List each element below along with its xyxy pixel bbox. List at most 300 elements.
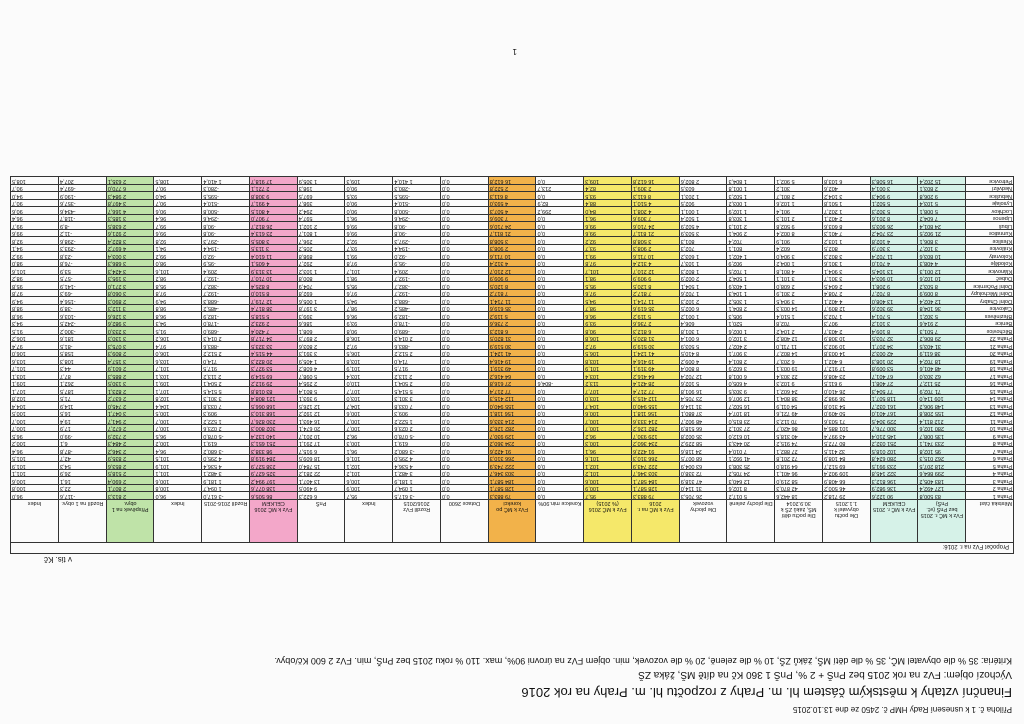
value-cell: 0,0 bbox=[441, 290, 489, 298]
value-cell: 3 271,0 bbox=[106, 282, 154, 290]
value-cell: 801,1 bbox=[727, 245, 775, 253]
value-cell: 95,5 bbox=[584, 282, 632, 290]
value-cell: 93,9 bbox=[584, 320, 632, 328]
value-cell: 97,4 bbox=[11, 342, 59, 350]
value-cell: 98,7 bbox=[584, 305, 632, 313]
value-cell: 2 897,3 bbox=[297, 335, 345, 343]
value-cell: 251 651,3 bbox=[250, 440, 298, 448]
value-cell: 3 907,1 bbox=[727, 350, 775, 358]
column-header: Rozdíl 2016-2015 bbox=[202, 500, 250, 543]
value-cell: 2 522,8 bbox=[488, 185, 536, 193]
value-cell: 36 104,8 bbox=[918, 305, 966, 313]
table-row bbox=[11, 492, 1014, 500]
value-cell: 5 119,2 bbox=[632, 312, 680, 320]
value-cell: -294,6 bbox=[202, 215, 250, 223]
value-cell: -81,5 bbox=[59, 342, 107, 350]
value-cell: 80 772,5 bbox=[823, 440, 871, 448]
table-row bbox=[11, 237, 1014, 245]
value-cell: 106,8 bbox=[584, 335, 632, 343]
value-cell: 2 104,2 bbox=[775, 327, 823, 335]
value-cell: 20 674,1 bbox=[297, 425, 345, 433]
value-cell: 3 904,0 bbox=[775, 252, 823, 260]
district-name-cell: Praha 18 bbox=[966, 365, 1014, 373]
value-cell: 0,0 bbox=[536, 305, 584, 313]
district-name-cell: Lysolaje bbox=[966, 200, 1014, 208]
value-cell: 0,0 bbox=[536, 320, 584, 328]
value-cell: 3 075,3 bbox=[106, 342, 154, 350]
value-cell: 104,4 bbox=[154, 402, 202, 410]
value-cell: 7 817,2 bbox=[488, 290, 536, 298]
value-cell: 4 102,8 bbox=[870, 237, 918, 245]
value-cell: 97,4 bbox=[154, 342, 202, 350]
value-cell: 90,7 bbox=[154, 200, 202, 208]
value-cell: 2 023,6 bbox=[393, 425, 441, 433]
value-cell: 88,4 bbox=[584, 200, 632, 208]
value-cell: 4 166,7 bbox=[106, 207, 154, 215]
value-cell: 8 009,9 bbox=[918, 290, 966, 298]
value-cell: 0,0 bbox=[441, 455, 489, 463]
value-cell: 103,0 bbox=[584, 395, 632, 403]
value-cell: 4 536,4 bbox=[393, 462, 441, 470]
value-cell: 0,0 bbox=[536, 477, 584, 485]
value-cell: 905,3 bbox=[727, 312, 775, 320]
value-cell: 2 512,2 bbox=[393, 350, 441, 358]
value-cell: 2 512,2 bbox=[202, 350, 250, 358]
value-cell: 11 711,0 bbox=[775, 342, 823, 350]
value-cell: 2 346,2 bbox=[106, 447, 154, 455]
value-cell: 2 608,0 bbox=[775, 282, 823, 290]
value-cell: 100,2 bbox=[11, 440, 59, 448]
value-cell: 38 804,1 bbox=[775, 395, 823, 403]
value-cell: 6 812,3 bbox=[632, 327, 680, 335]
value-cell: 292,7 bbox=[297, 260, 345, 268]
column-header: PnŠ bbox=[297, 500, 345, 543]
value-cell: 302 800,3 bbox=[250, 425, 298, 433]
value-cell: -192,7 bbox=[393, 275, 441, 283]
value-cell: 3 102,0 bbox=[727, 335, 775, 343]
value-cell: 35 619,6 bbox=[632, 305, 680, 313]
value-cell: 84,0 bbox=[584, 207, 632, 215]
value-cell: -883,6 bbox=[393, 342, 441, 350]
value-cell: 12 001,3 bbox=[918, 267, 966, 275]
value-cell: 714,0 bbox=[202, 357, 250, 365]
value-cell: 24 602,1 bbox=[775, 387, 823, 395]
value-cell: 24 705,2 bbox=[727, 470, 775, 478]
value-cell: 7 309,6 bbox=[488, 215, 536, 223]
value-cell: 93,9 bbox=[345, 320, 393, 328]
value-cell: 96,4 bbox=[154, 215, 202, 223]
value-cell: 3 060,8 bbox=[106, 290, 154, 298]
value-cell: 8 702,7 bbox=[870, 290, 918, 298]
value-cell: 909,3 bbox=[202, 410, 250, 418]
value-cell: 8 611,3 bbox=[488, 192, 536, 200]
value-cell: 99,7 bbox=[154, 222, 202, 230]
value-cell: 99,2 bbox=[154, 252, 202, 260]
page-title: Finanční vztahy k městským částem hl. m. Prahy z rozpočtu hl. m. Prahy na rok 2016 bbox=[521, 685, 1012, 700]
table-row bbox=[11, 192, 1014, 200]
value-cell: 93,5 bbox=[345, 192, 393, 200]
value-cell: 7 907,0 bbox=[250, 215, 298, 223]
value-cell: 101,2 bbox=[345, 470, 393, 478]
value-cell: 71,5 bbox=[59, 395, 107, 403]
value-cell: 15 202,4 bbox=[918, 177, 966, 185]
value-cell: 3 602,9 bbox=[727, 365, 775, 373]
value-cell: 103,6 bbox=[11, 357, 59, 365]
value-cell: 11 702,4 bbox=[870, 252, 918, 260]
value-cell: 91,5 bbox=[154, 327, 202, 335]
value-cell: 96,4 bbox=[11, 215, 59, 223]
value-cell: 86 420,7 bbox=[775, 425, 823, 433]
table-body bbox=[11, 177, 1014, 500]
value-cell: 96,5 bbox=[154, 432, 202, 440]
value-cell: 42,7 bbox=[59, 455, 107, 463]
value-cell: -293,3 bbox=[59, 245, 107, 253]
value-cell: 104,7 bbox=[345, 402, 393, 410]
value-cell: 11 714,1 bbox=[632, 297, 680, 305]
value-cell: 325 627,9 bbox=[250, 470, 298, 478]
value-cell: 0,0 bbox=[441, 245, 489, 253]
value-cell: 99,6 bbox=[154, 230, 202, 238]
value-cell: 103,6 bbox=[154, 357, 202, 365]
value-cell: 41 124,1 bbox=[488, 350, 536, 358]
value-cell: 29 718,2 bbox=[823, 492, 871, 500]
value-cell: 5 302,1 bbox=[918, 312, 966, 320]
value-cell: 97,8 bbox=[11, 290, 59, 298]
value-cell: -689,0 bbox=[202, 327, 250, 335]
value-cell: 1 501,8 bbox=[823, 200, 871, 208]
value-cell: -280,3 bbox=[202, 185, 250, 193]
value-cell: 398,7 bbox=[297, 200, 345, 208]
value-cell: 24 801,4 bbox=[918, 222, 966, 230]
value-cell: 3 113,5 bbox=[250, 245, 298, 253]
value-cell: 168 066,5 bbox=[250, 402, 298, 410]
value-cell: 64 918,0 bbox=[775, 462, 823, 470]
value-cell: 1 001,2 bbox=[679, 312, 727, 320]
value-cell: 2 908,3 bbox=[632, 245, 680, 253]
value-cell: 4 295,0 bbox=[393, 455, 441, 463]
district-name-cell: Praha 1 bbox=[966, 492, 1014, 500]
value-cell: 7 010,4 bbox=[727, 447, 775, 455]
value-cell: 136 982,9 bbox=[870, 485, 918, 493]
value-cell: 22 303,4 bbox=[775, 372, 823, 380]
value-cell: 2 809,3 bbox=[106, 350, 154, 358]
value-cell: 8 120,5 bbox=[632, 282, 680, 290]
value-cell: -117,6 bbox=[59, 492, 107, 500]
value-cell: 5 801,4 bbox=[297, 387, 345, 395]
column-header: Dotace 2600 bbox=[441, 500, 489, 543]
value-cell: -69,3 bbox=[59, 290, 107, 298]
value-cell: 30 519,9 bbox=[632, 342, 680, 350]
table-row bbox=[11, 432, 1014, 440]
table-row bbox=[11, 410, 1014, 418]
value-cell: 108,3 bbox=[59, 357, 107, 365]
value-cell: 4 402,1 bbox=[823, 297, 871, 305]
value-cell: 0,0 bbox=[441, 215, 489, 223]
table-row bbox=[11, 425, 1014, 433]
value-cell: 6 622,3 bbox=[297, 492, 345, 500]
value-cell: -688,3 bbox=[393, 297, 441, 305]
value-cell: 100,6 bbox=[154, 477, 202, 485]
value-cell: 1 203,1 bbox=[679, 192, 727, 200]
value-cell: 100,7 bbox=[345, 425, 393, 433]
value-cell: 64 416,2 bbox=[488, 372, 536, 380]
value-cell: 0,0 bbox=[441, 485, 489, 493]
value-cell: 16 612,8 bbox=[632, 177, 680, 185]
value-cell: 322 145,8 bbox=[870, 470, 918, 478]
value-cell: -500,8 bbox=[393, 207, 441, 215]
value-cell: 12 907,6 bbox=[727, 395, 775, 403]
value-cell: 112 415,3 bbox=[488, 395, 536, 403]
district-name-cell: Praha 3 bbox=[966, 477, 1014, 485]
value-cell: 128 587,1 bbox=[488, 485, 536, 493]
district-name-cell: Královice bbox=[966, 245, 1014, 253]
value-cell: 100,2 bbox=[154, 440, 202, 448]
value-cell: 106,5 bbox=[584, 350, 632, 358]
value-cell: 167 401,0 bbox=[870, 410, 918, 418]
value-cell: 3 686,3 bbox=[106, 260, 154, 268]
value-cell: 2 732,9 bbox=[106, 432, 154, 440]
table-row bbox=[11, 297, 1014, 305]
district-name-cell: Praha 16 bbox=[966, 380, 1014, 388]
value-cell: 32 411,5 bbox=[823, 447, 871, 455]
value-cell: 187,5 bbox=[59, 387, 107, 395]
value-cell: 97,6 bbox=[584, 290, 632, 298]
district-name-cell: Nedvězí bbox=[966, 185, 1014, 193]
value-cell: 35 619,6 bbox=[488, 305, 536, 313]
value-cell: 96,4 bbox=[11, 447, 59, 455]
value-cell: 801,3 bbox=[679, 237, 727, 245]
value-cell: 109,3 bbox=[584, 177, 632, 185]
value-cell: -87,8 bbox=[59, 447, 107, 455]
value-cell: 97,8 bbox=[154, 290, 202, 298]
table-row bbox=[11, 320, 1014, 328]
district-name-cell: Benice bbox=[966, 320, 1014, 328]
table-row bbox=[11, 185, 1014, 193]
value-cell: 186,6 bbox=[297, 320, 345, 328]
value-cell: 0,0 bbox=[536, 267, 584, 275]
value-cell: 90,0 bbox=[345, 185, 393, 193]
value-cell: 7 033,8 bbox=[202, 402, 250, 410]
value-cell: 1 202,7 bbox=[823, 207, 871, 215]
column-header: Rozdíl na 1 obyv. bbox=[59, 500, 107, 543]
value-cell: 282 126,2 bbox=[632, 425, 680, 433]
value-cell: -510,4 bbox=[202, 200, 250, 208]
district-name-cell: Březiněves bbox=[966, 312, 1014, 320]
district-name-cell: Nebušice bbox=[966, 192, 1014, 200]
value-cell: 90,6 bbox=[154, 207, 202, 215]
value-cell: 4 408,3 bbox=[918, 260, 966, 268]
value-cell: 2 904,1 bbox=[727, 230, 775, 238]
value-cell: 3 508,8 bbox=[488, 237, 536, 245]
value-cell: 94,9 bbox=[154, 297, 202, 305]
value-cell: 233 741,1 bbox=[918, 440, 966, 448]
value-cell: 0,0 bbox=[536, 387, 584, 395]
value-cell: 19,4 bbox=[59, 417, 107, 425]
value-cell: 10 803,6 bbox=[918, 252, 966, 260]
column-header: FVz k MČ 2016 (% 2015) bbox=[584, 500, 632, 543]
value-cell: 0,0 bbox=[441, 312, 489, 320]
value-cell: 800,8 bbox=[297, 275, 345, 283]
value-cell: 96 401,1 bbox=[775, 470, 823, 478]
value-cell: 1 702,3 bbox=[823, 312, 871, 320]
value-cell: 99,6 bbox=[11, 230, 59, 238]
value-cell: 96,0 bbox=[11, 492, 59, 500]
value-cell: 2 637,2 bbox=[106, 395, 154, 403]
value-cell: 5 103,4 bbox=[918, 200, 966, 208]
column-header: Dle počtu dětí MŠ, žáků ZŠ k 30.9.2014 bbox=[775, 500, 823, 543]
value-cell: 64 416,2 bbox=[632, 372, 680, 380]
value-cell: -382,7 bbox=[393, 282, 441, 290]
value-cell: 106,2 bbox=[11, 335, 59, 343]
value-cell: 103,8 bbox=[345, 357, 393, 365]
value-cell: 74 915,2 bbox=[775, 440, 823, 448]
value-cell: -804,6 bbox=[536, 380, 584, 388]
value-cell: 40 318,5 bbox=[775, 432, 823, 440]
value-cell: 104,4 bbox=[11, 402, 59, 410]
value-cell: 0,0 bbox=[536, 275, 584, 283]
value-cell: 5 119,2 bbox=[488, 312, 536, 320]
value-cell: -883,6 bbox=[202, 342, 250, 350]
value-cell: -434,6 bbox=[59, 207, 107, 215]
value-cell: 100,7 bbox=[154, 425, 202, 433]
district-name-cell: Praha 22 bbox=[966, 335, 1014, 343]
value-cell: 100,7 bbox=[584, 417, 632, 425]
value-cell: 38 611,9 bbox=[918, 350, 966, 358]
value-cell: 108,5 bbox=[11, 177, 59, 185]
value-cell: 96,6 bbox=[345, 312, 393, 320]
value-cell: 266 310,3 bbox=[632, 455, 680, 463]
value-cell: 2 301,9 bbox=[775, 290, 823, 298]
value-cell: 6 103,8 bbox=[823, 177, 871, 185]
value-cell: 10 102,6 bbox=[918, 275, 966, 283]
value-cell: 0,0 bbox=[441, 402, 489, 410]
district-name-cell: Praha 12 bbox=[966, 410, 1014, 418]
district-name-cell: Koloděje bbox=[966, 260, 1014, 268]
table-row bbox=[11, 440, 1014, 448]
value-cell: 90 122,6 bbox=[870, 492, 918, 500]
value-cell: 5 098,7 bbox=[297, 372, 345, 380]
value-cell: 2 923,2 bbox=[250, 320, 298, 328]
value-cell: 0,0 bbox=[441, 492, 489, 500]
value-cell: 0,0 bbox=[536, 335, 584, 343]
value-cell: 2 835,9 bbox=[106, 455, 154, 463]
value-cell: 214 333,6 bbox=[632, 417, 680, 425]
value-cell: 3 003,4 bbox=[106, 252, 154, 260]
value-cell: 4 536,4 bbox=[202, 462, 250, 470]
value-cell: 0,0 bbox=[441, 357, 489, 365]
value-cell: 0,0 bbox=[536, 417, 584, 425]
value-cell: 90,7 bbox=[11, 200, 59, 208]
value-cell: 106,0 bbox=[154, 350, 202, 358]
table-row bbox=[11, 417, 1014, 425]
value-cell: 91,5 bbox=[11, 327, 59, 335]
value-cell: 98,8 bbox=[11, 305, 59, 313]
table-row bbox=[11, 395, 1014, 403]
value-cell: 8 120,5 bbox=[488, 282, 536, 290]
value-cell: 101,6 bbox=[584, 455, 632, 463]
value-cell: 100,9 bbox=[584, 485, 632, 493]
value-cell: 13 313,9 bbox=[250, 267, 298, 275]
value-cell: 101,9 bbox=[584, 365, 632, 373]
group-header: Propočet FVz na r. 2016: bbox=[11, 543, 1014, 554]
table-row bbox=[11, 207, 1014, 215]
value-cell: 714,0 bbox=[393, 357, 441, 365]
value-cell: 0,0 bbox=[441, 252, 489, 260]
value-cell: 94,1 bbox=[11, 245, 59, 253]
value-cell: 3 805,5 bbox=[250, 237, 298, 245]
value-cell: 8 611,3 bbox=[632, 192, 680, 200]
value-cell: 0,0 bbox=[441, 305, 489, 313]
value-cell: 100,3 bbox=[584, 440, 632, 448]
column-header: FVz k MČ 2016 CELKEM bbox=[250, 500, 298, 543]
district-name-cell: Praha 14 bbox=[966, 395, 1014, 403]
value-cell: 106,0 bbox=[11, 350, 59, 358]
value-cell: 2 984,3 bbox=[106, 192, 154, 200]
value-cell: 23 705,4 bbox=[679, 395, 727, 403]
value-cell: 2 504,1 bbox=[202, 380, 250, 388]
value-cell: 207,4 bbox=[59, 177, 107, 185]
value-cell: 91 422,6 bbox=[632, 447, 680, 455]
district-name-cell: Čakovice bbox=[966, 305, 1014, 313]
district-name-cell: Praha 17 bbox=[966, 372, 1014, 380]
value-cell: 2 295,4 bbox=[297, 380, 345, 388]
value-cell: 140 132,4 bbox=[250, 432, 298, 440]
value-cell: 0,0 bbox=[441, 470, 489, 478]
value-cell: 27 408,1 bbox=[870, 380, 918, 388]
value-cell: 3 047,1 bbox=[106, 410, 154, 418]
value-cell: 84 108,9 bbox=[823, 455, 871, 463]
table-row bbox=[11, 230, 1014, 238]
value-cell: 606,4 bbox=[679, 320, 727, 328]
value-cell: 4 801,8 bbox=[775, 267, 823, 275]
value-cell: 95,5 bbox=[345, 282, 393, 290]
value-cell: 8 800,4 bbox=[679, 365, 727, 373]
value-cell: 2 721,1 bbox=[250, 185, 298, 193]
value-cell: 4 701,0 bbox=[870, 260, 918, 268]
value-cell: 1 702,6 bbox=[679, 290, 727, 298]
value-cell: 0,0 bbox=[536, 177, 584, 185]
value-cell: 697,5 bbox=[297, 192, 345, 200]
value-cell: 148 906,2 bbox=[918, 402, 966, 410]
value-cell: 1 522,2 bbox=[202, 417, 250, 425]
value-cell: 0,0 bbox=[536, 350, 584, 358]
value-cell: 20 822,3 bbox=[250, 357, 298, 365]
value-cell: 4 507,3 bbox=[488, 207, 536, 215]
value-cell: 79 883,3 bbox=[632, 492, 680, 500]
value-cell: 0,0 bbox=[536, 372, 584, 380]
value-cell: 3 301,3 bbox=[202, 395, 250, 403]
value-cell: 0,0 bbox=[536, 312, 584, 320]
district-name-cell: Praha 21 bbox=[966, 342, 1014, 350]
value-cell: 1 094,7 bbox=[393, 485, 441, 493]
value-cell: 0,0 bbox=[441, 410, 489, 418]
attachment-note: Příloha č. 1 k usnesení Rady HMP č. 2450 ze dne 13.10.2015 bbox=[792, 705, 1012, 714]
value-cell: 608,1 bbox=[297, 327, 345, 335]
value-cell: 3 233,0 bbox=[106, 327, 154, 335]
district-name-cell: Kolovraty bbox=[966, 252, 1014, 260]
value-cell: 8 503,2 bbox=[918, 282, 966, 290]
value-cell: 107,1 bbox=[11, 387, 59, 395]
value-cell: 0,0 bbox=[441, 440, 489, 448]
value-cell: 7 501,3 bbox=[918, 327, 966, 335]
value-cell: 212 811,4 bbox=[918, 417, 966, 425]
value-cell: 13 407,1 bbox=[297, 477, 345, 485]
value-cell: 9 393,1 bbox=[297, 395, 345, 403]
value-cell: 3 307,9 bbox=[870, 245, 918, 253]
value-cell: 1 102,6 bbox=[775, 200, 823, 208]
value-cell: 158,5 bbox=[59, 350, 107, 358]
value-cell: 907,3 bbox=[823, 320, 871, 328]
